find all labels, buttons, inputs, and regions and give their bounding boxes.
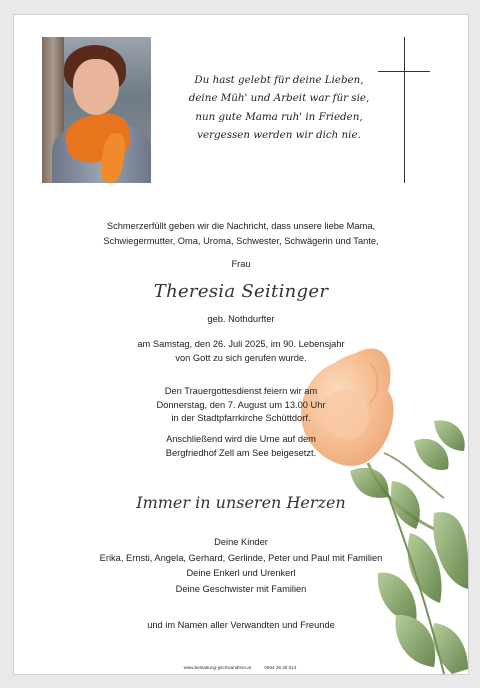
poem-line: Du hast gelebt für deine Lieben, <box>194 74 364 86</box>
death-line: von Gott zu sich gerufen wurde. <box>175 352 307 363</box>
deceased-name: Theresia Seitinger <box>153 281 329 302</box>
intro-line: Schmerzerfüllt geben wir die Nachricht, dass unsere liebe Mama, <box>106 221 376 231</box>
urn-line: Anschließend wird die Urne auf dem <box>166 434 316 444</box>
obituary-card <box>13 14 469 675</box>
footer-phone: 0664 28 28 013 <box>264 665 297 670</box>
death-notice <box>14 338 468 365</box>
family-list <box>14 535 468 634</box>
grandchildren: Deine Enkerl und Urenkerl <box>186 568 296 579</box>
siblings: Deine Geschwister mit Familien <box>175 583 307 594</box>
death-line: am Samstag, den 26. Juli 2025, im 90. Lebensjahr <box>137 339 345 349</box>
maiden-name: geb. Nothdurfter <box>207 314 275 324</box>
memory-heading: Immer in unseren Herzen <box>136 493 346 512</box>
salutation: Frau <box>231 259 251 269</box>
footer-website[interactable]: www.bestattung-gschwandtner.at <box>183 665 252 670</box>
footer <box>0 665 480 670</box>
children-names: Erika, Ernsti, Angela, Gerhard, Gerlinde, Peter und Paul mit Familien <box>99 552 383 563</box>
cross-icon-bar <box>378 71 430 72</box>
urn-line: Bergfriedhof Zell am See beigesetzt. <box>165 447 317 458</box>
relatives: und im Namen aller Verwandten und Freunde <box>147 620 335 631</box>
poem-line: vergessen werden wir dich nie. <box>197 129 361 142</box>
cross-icon <box>404 37 405 183</box>
funeral-info <box>14 385 468 426</box>
memorial-poem <box>164 71 394 145</box>
portrait-photo <box>42 37 151 183</box>
funeral-line: Den Trauergottesdienst feiern wir am <box>164 386 318 396</box>
funeral-line: Donnerstag, den 7. August um 13.00 Uhr <box>156 399 326 410</box>
children-label: Deine Kinder <box>214 537 268 547</box>
poem-line: nun gute Mama ruh' in Frieden, <box>195 110 363 123</box>
poem-line: deine Müh' und Arbeit war für sie, <box>188 92 370 105</box>
intro-text <box>14 219 468 248</box>
urn-info <box>14 433 468 460</box>
funeral-line: in der Stadtpfarrkirche Schüttdorf. <box>171 413 311 424</box>
intro-line: Schwiegermutter, Oma, Uroma, Schwester, Schwägerin und Tante, <box>103 235 379 246</box>
